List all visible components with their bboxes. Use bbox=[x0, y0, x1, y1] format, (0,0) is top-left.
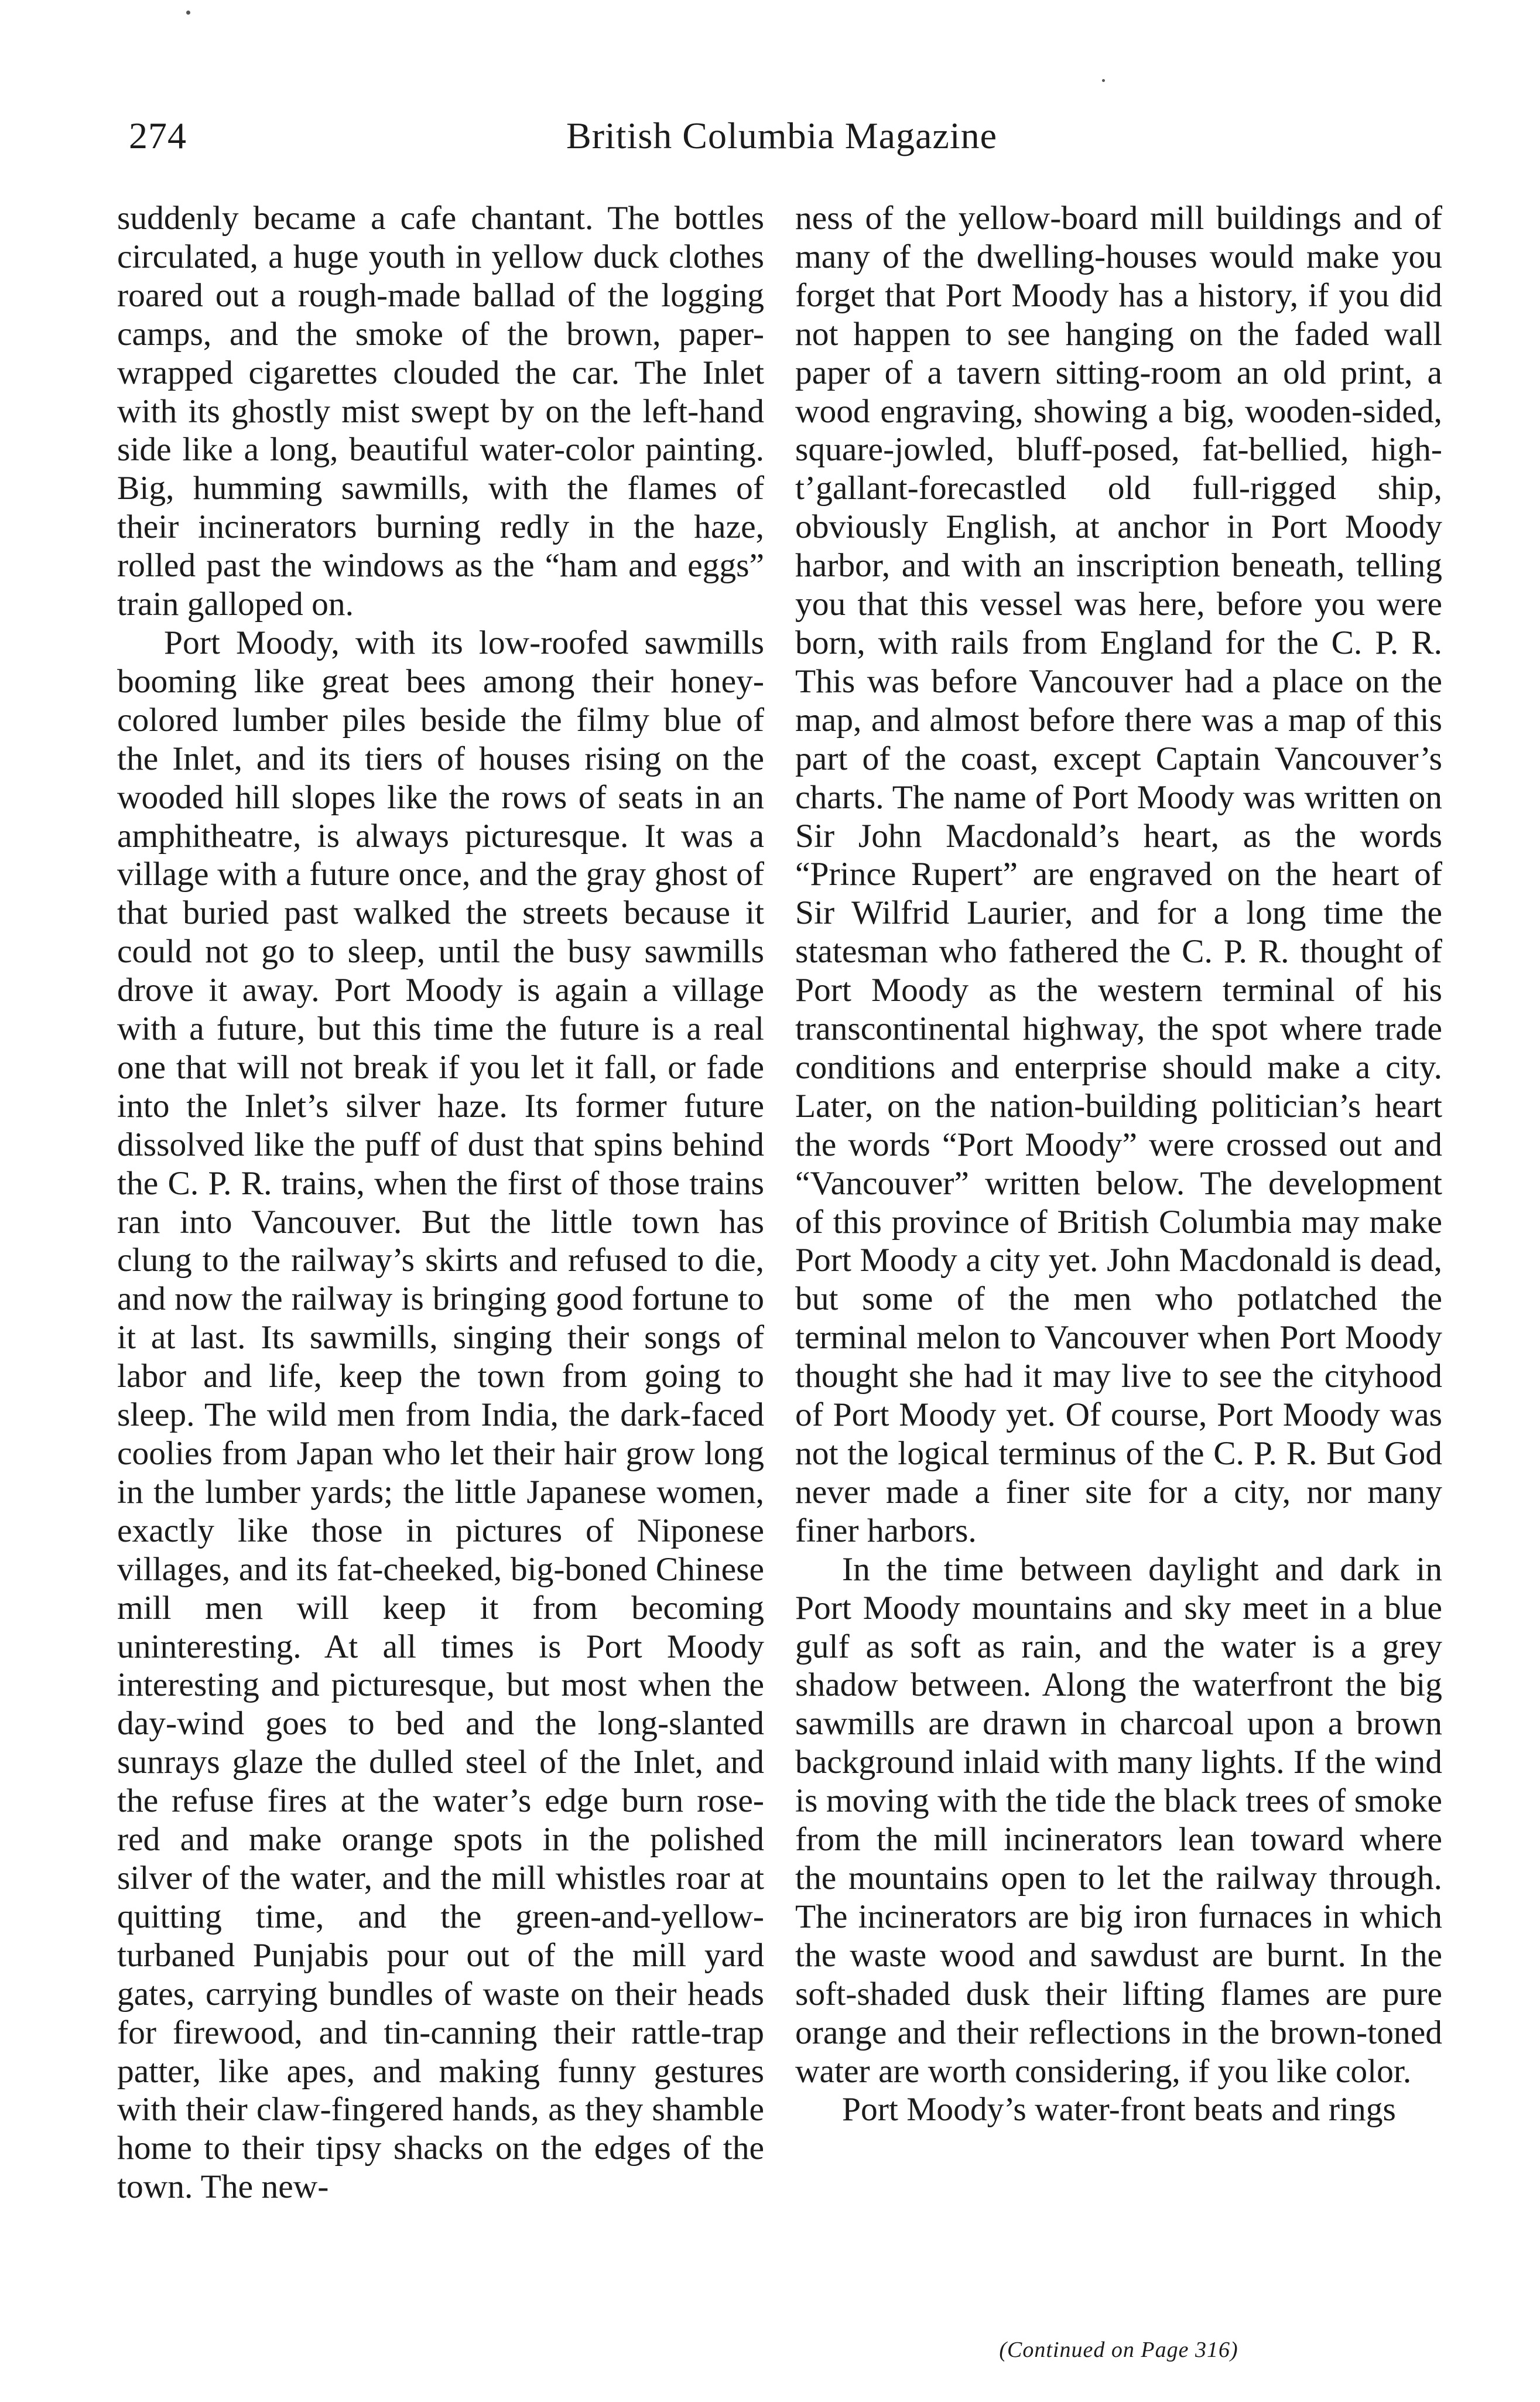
paragraph: Port Moody, with its low-roofed sawmills booming like great bees among their honey-colored lumber piles beside the filmy blue of the Inlet, and its tiers of houses rising on the wooded hill slopes like the rows of seats in an amphitheatre, is always picturesque. It was a village with a future once, and the gray ghost of that buried past walked the streets because it could not go to sleep, until the busy sawmills drove it away. Port Moody is again a village with a future, but this time the future is a real one that will not break if you let it fall, or fade into the Inlet’s silver haze. Its former future dissolved like the puff of dust that spins behind the C. P. R. trains, when the first of those trains ran into Vancouver. But the little town has clung to the railway’s skirts and refused to die, and now the railway is bringing good fortune to it at last. Its sawmills, singing their songs of labor and life, keep the town from going to sleep. The wild men from India, the dark-faced coolies from Japan who let their hair grow long in the lumber yards; the little Japanese women, exactly like those in pictures of Niponese villages, and its fat-cheeked, big-boned Chinese mill men will keep it from becoming uninteresting. At all times is Port Moody interesting and picturesque, but most when the day-wind goes to bed and the long-slanted sunrays glaze the dulled steel of the Inlet, and the refuse fires at the water’s edge burn rose-red and make orange spots in the polished silver of the water, and the mill whistles roar at quitting time, and the green-and-yellow-turbaned Punjabis pour out of the mill yard gates, carrying bundles of waste on their heads for firewood, and tin-canning their rattle-trap patter, like apes, and making funny gestures with their claw-fingered hands, as they shamble home to their tipsy shacks on the edges of the town. The new- bbox=[117, 624, 764, 2206]
right-column bbox=[795, 199, 1442, 2129]
scan-speck bbox=[186, 11, 190, 15]
page-header bbox=[129, 114, 1435, 167]
paragraph: Port Moody’s water-front beats and rings bbox=[842, 2091, 1396, 2128]
left-column bbox=[117, 199, 764, 2206]
page-number: 274 bbox=[129, 115, 187, 156]
running-title: British Columbia Magazine bbox=[566, 115, 997, 156]
paragraph: In the time between daylight and dark in Port Moody mountains and sky meet in a blue gulf as soft as rain, and the water is a grey shadow between. Along the waterfront the big sawmills are drawn in charcoal upon a brown background inlaid with many lights. If the wind is moving with the tide the black trees of smoke from the mill incinerators lean toward where the mountains open to let the railway through. The incinerators are big iron furnaces in which the waste wood and sawdust are burnt. In the soft-shaded dusk their lifting flames are pure orange and their reflections in the brown-toned water are worth considering, if you like color. bbox=[795, 1550, 1442, 2090]
paragraph: suddenly became a cafe chantant. The bottles circulated, a huge youth in yellow duck clothes roared out a rough-made ballad of the logging camps, and the smoke of the brown, paper-wrapped cigarettes clouded the car. The Inlet with its ghostly mist swept by on the left-hand side like a long, beautiful water-color painting. Big, humming sawmills, with the flames of their incinerators burning redly in the haze, rolled past the windows as the “ham and eggs” train galloped on. bbox=[117, 200, 764, 623]
paragraph: ness of the yellow-board mill buildings and of many of the dwelling-houses would make you forget that Port Moody has a history, if you did not happen to see hanging on the faded wall paper of a tavern sitting-room an old print, a wood engraving, showing a big, wooden-sided, square-jowled, bluff-posed, fat-bellied, high-t’gallant-forecastled old full-rigged ship, obviously English, at anchor in Port Moody harbor, and with an inscription beneath, telling you that this vessel was here, before you were born, with rails from England for the C. P. R. This was before Vancouver had a place on the map, and almost before there was a map of this part of the coast, except Captain Vancouver’s charts. The name of Port Moody was written on Sir John Macdonald’s heart, as the words “Prince Rupert” are engraved on the heart of Sir Wilfrid Laurier, and for a long time the statesman who fathered the C. P. R. thought of Port Moody as the western terminal of his transcontinental highway, the spot where trade conditions and enterprise should make a city. Later, on the nation-building politician’s heart the words “Port Moody” were crossed out and “Vancouver” written below. The development of this province of British Columbia may make Port Moody a city yet. John Macdonald is dead, but some of the men who potlatched the terminal melon to Vancouver when Port Moody thought she had it may live to see the cityhood of Port Moody yet. Of course, Port Moody was not the logical terminus of the C. P. R. But God never made a finer site for a city, nor many finer harbors. bbox=[795, 200, 1442, 1549]
scan-speck bbox=[1102, 79, 1105, 82]
continuation-note: (Continued on Page 316) bbox=[999, 2338, 1238, 2362]
